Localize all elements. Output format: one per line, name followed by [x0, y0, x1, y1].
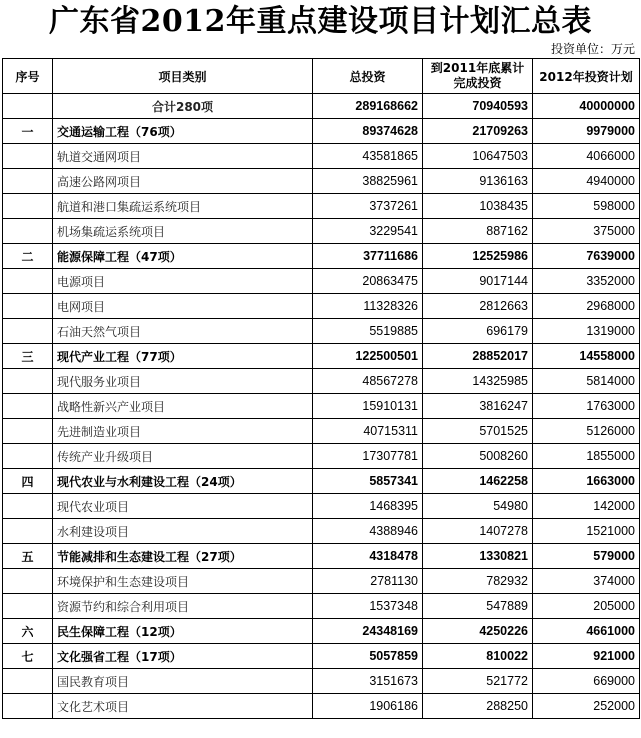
row-total: 1468395: [313, 494, 423, 519]
row-done: 5701525: [423, 419, 533, 444]
header-done-line2: 完成投资: [453, 76, 502, 90]
row-seq: [3, 569, 53, 594]
table-row: [3, 194, 640, 219]
row-category: 文化艺术项目: [53, 694, 313, 719]
row-seq: [3, 419, 53, 444]
row-total: 20863475: [313, 269, 423, 294]
row-seq: [3, 494, 53, 519]
row-total: 289168662: [313, 94, 423, 119]
row-seq: [3, 94, 53, 119]
row-category: 水利建设项目: [53, 519, 313, 544]
table-row: [3, 294, 640, 319]
row-category: 战略性新兴产业项目: [53, 394, 313, 419]
table-row: [3, 369, 640, 394]
row-done: 1407278: [423, 519, 533, 544]
row-seq: [3, 694, 53, 719]
row-done: 14325985: [423, 369, 533, 394]
row-plan: 921000: [533, 644, 640, 669]
table-row: [3, 269, 640, 294]
row-done: 887162: [423, 219, 533, 244]
table-row: [3, 594, 640, 619]
row-total: 15910131: [313, 394, 423, 419]
table-row: [3, 94, 640, 119]
row-done: 1038435: [423, 194, 533, 219]
row-category: 现代服务业项目: [53, 369, 313, 394]
unit-note: 投资单位：万元: [550, 42, 635, 56]
table-row: [3, 394, 640, 419]
row-category: 国民教育项目: [53, 669, 313, 694]
header-row: [3, 59, 640, 94]
row-seq: [3, 219, 53, 244]
table-row: [3, 444, 640, 469]
row-plan: 252000: [533, 694, 640, 719]
summary-table: [2, 58, 640, 719]
table-body: [3, 94, 640, 719]
row-category: 现代农业与水利建设工程（24项）: [53, 469, 313, 494]
header-category: 项目类别: [53, 59, 313, 94]
row-category: 传统产业升级项目: [53, 444, 313, 469]
row-plan: 5126000: [533, 419, 640, 444]
row-done: 2812663: [423, 294, 533, 319]
row-total: 5857341: [313, 469, 423, 494]
row-plan: 4940000: [533, 169, 640, 194]
row-category: 石油天然气项目: [53, 319, 313, 344]
table-row: [3, 119, 640, 144]
row-category: 能源保障工程（47项）: [53, 244, 313, 269]
row-total: 1537348: [313, 594, 423, 619]
row-done: 696179: [423, 319, 533, 344]
row-total: 38825961: [313, 169, 423, 194]
row-seq: 四: [3, 469, 53, 494]
row-total: 3151673: [313, 669, 423, 694]
row-seq: [3, 194, 53, 219]
row-done: 3816247: [423, 394, 533, 419]
row-plan: 4661000: [533, 619, 640, 644]
row-done: 4250226: [423, 619, 533, 644]
table-row: [3, 494, 640, 519]
row-done: 1330821: [423, 544, 533, 569]
row-done: 810022: [423, 644, 533, 669]
row-seq: 七: [3, 644, 53, 669]
row-done: 12525986: [423, 244, 533, 269]
row-done: 782932: [423, 569, 533, 594]
row-category: 合计280项: [53, 94, 313, 119]
table-row: [3, 519, 640, 544]
row-plan: 205000: [533, 594, 640, 619]
row-seq: 五: [3, 544, 53, 569]
table-row: [3, 469, 640, 494]
table-row: [3, 219, 640, 244]
row-seq: [3, 294, 53, 319]
row-total: 4318478: [313, 544, 423, 569]
row-plan: 2968000: [533, 294, 640, 319]
row-plan: 375000: [533, 219, 640, 244]
header-total: 总投资: [313, 59, 423, 94]
table-row: [3, 144, 640, 169]
row-category: 机场集疏运系统项目: [53, 219, 313, 244]
row-done: 288250: [423, 694, 533, 719]
row-plan: 1763000: [533, 394, 640, 419]
row-seq: [3, 319, 53, 344]
row-plan: 579000: [533, 544, 640, 569]
row-seq: [3, 369, 53, 394]
row-done: 9136163: [423, 169, 533, 194]
row-category: 节能减排和生态建设工程（27项）: [53, 544, 313, 569]
row-category: 轨道交通网项目: [53, 144, 313, 169]
table-row: [3, 169, 640, 194]
row-seq: [3, 169, 53, 194]
row-category: 资源节约和综合利用项目: [53, 594, 313, 619]
row-seq: [3, 669, 53, 694]
table-row: [3, 619, 640, 644]
row-done: 54980: [423, 494, 533, 519]
row-plan: 1663000: [533, 469, 640, 494]
row-done: 21709263: [423, 119, 533, 144]
row-seq: [3, 394, 53, 419]
header-seq: 序号: [3, 59, 53, 94]
table-row: [3, 544, 640, 569]
table-row: [3, 344, 640, 369]
row-plan: 7639000: [533, 244, 640, 269]
row-seq: 二: [3, 244, 53, 269]
table-row: [3, 244, 640, 269]
table-row: [3, 319, 640, 344]
page-title: 广东省2012年重点建设项目计划汇总表: [49, 4, 592, 39]
row-category: 航道和港口集疏运系统项目: [53, 194, 313, 219]
table-row: [3, 419, 640, 444]
row-plan: 14558000: [533, 344, 640, 369]
row-total: 4388946: [313, 519, 423, 544]
row-done: 9017144: [423, 269, 533, 294]
row-plan: 40000000: [533, 94, 640, 119]
row-seq: [3, 444, 53, 469]
row-done: 521772: [423, 669, 533, 694]
row-total: 3229541: [313, 219, 423, 244]
row-plan: 142000: [533, 494, 640, 519]
row-seq: [3, 144, 53, 169]
row-seq: 一: [3, 119, 53, 144]
row-total: 17307781: [313, 444, 423, 469]
row-plan: 1855000: [533, 444, 640, 469]
row-plan: 374000: [533, 569, 640, 594]
row-total: 24348169: [313, 619, 423, 644]
row-category: 电源项目: [53, 269, 313, 294]
row-seq: [3, 594, 53, 619]
row-seq: [3, 269, 53, 294]
row-done: 28852017: [423, 344, 533, 369]
row-done: 547889: [423, 594, 533, 619]
row-total: 89374628: [313, 119, 423, 144]
row-plan: 669000: [533, 669, 640, 694]
table-row: [3, 644, 640, 669]
row-seq: 六: [3, 619, 53, 644]
row-category: 先进制造业项目: [53, 419, 313, 444]
table-row: [3, 694, 640, 719]
row-category: 环境保护和生态建设项目: [53, 569, 313, 594]
row-plan: 1319000: [533, 319, 640, 344]
table-row: [3, 669, 640, 694]
row-category: 交通运输工程（76项）: [53, 119, 313, 144]
row-total: 2781130: [313, 569, 423, 594]
row-category: 现代农业项目: [53, 494, 313, 519]
row-plan: 4066000: [533, 144, 640, 169]
row-plan: 1521000: [533, 519, 640, 544]
row-total: 37711686: [313, 244, 423, 269]
row-seq: [3, 519, 53, 544]
row-category: 文化强省工程（17项）: [53, 644, 313, 669]
row-total: 11328326: [313, 294, 423, 319]
row-total: 48567278: [313, 369, 423, 394]
row-category: 现代产业工程（77项）: [53, 344, 313, 369]
row-plan: 3352000: [533, 269, 640, 294]
row-plan: 5814000: [533, 369, 640, 394]
row-category: 民生保障工程（12项）: [53, 619, 313, 644]
row-seq: 三: [3, 344, 53, 369]
row-plan: 9979000: [533, 119, 640, 144]
row-done: 5008260: [423, 444, 533, 469]
row-total: 5057859: [313, 644, 423, 669]
header-done: [423, 59, 533, 94]
table-row: [3, 569, 640, 594]
row-total: 3737261: [313, 194, 423, 219]
row-category: 电网项目: [53, 294, 313, 319]
row-total: 1906186: [313, 694, 423, 719]
row-total: 5519885: [313, 319, 423, 344]
header-done-line1: 到2011年底累计: [430, 61, 525, 75]
row-total: 40715311: [313, 419, 423, 444]
row-total: 122500501: [313, 344, 423, 369]
row-done: 1462258: [423, 469, 533, 494]
row-done: 70940593: [423, 94, 533, 119]
row-done: 10647503: [423, 144, 533, 169]
row-total: 43581865: [313, 144, 423, 169]
header-plan: 2012年投资计划: [533, 59, 640, 94]
row-plan: 598000: [533, 194, 640, 219]
row-category: 高速公路网项目: [53, 169, 313, 194]
